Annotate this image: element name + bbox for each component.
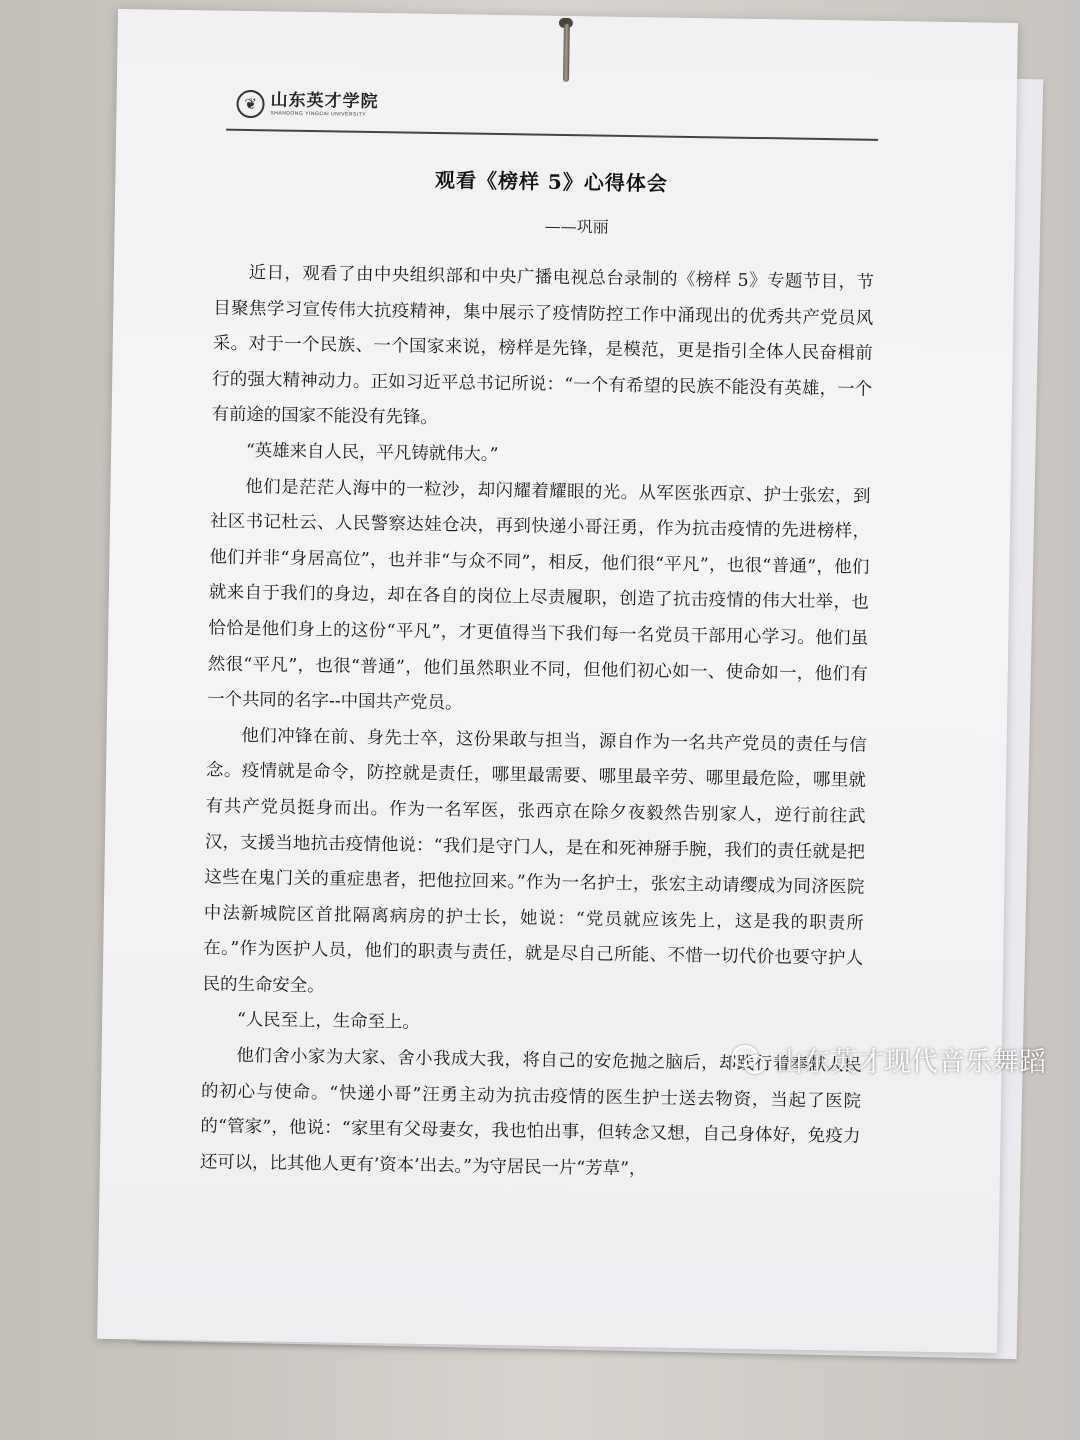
school-seal-icon: ❦ <box>236 90 264 118</box>
paragraph: 近日，观看了由中央组织部和中央广播电视总台录制的《榜样 5》专题节目，节目聚焦学习宣传伟大抗疫精神，集中展示了疫情防控工作中涌现出的优秀共产党员风采。对于一个民族、一个国家来说，榜样是先锋，是模范，更是指引全体人民奋楫前行的强大精神动力。正如习近平总书记所说：“一个有希望的民族不能没有英雄，一个有前途的国家不能没有先锋。 <box>211 263 875 429</box>
paragraph: 他们冲锋在前、身先士卒，这份果敢与担当，源自作为一名共产党员的责任与信念。疫情就是命令，防控就是责任，哪里最需要、哪里最辛劳、哪里最危险，哪里就有共产党员挺身而出。作为一名军医，张西京在除夕夜毅然告别家人，逆行前往武汉，支援当地抗击疫情他说：“我们是守门人，是在和死神掰手腕，我们的责任就是把这些在鬼门关的重症患者，把他拉回来。”作为一名护士，张宏主动请缨成为同济医院中法新城院区首批隔离病房的护士长，她说：“党员就应该先上，这是我的职责所在。”作为医护人员，他们的职责与责任，就是尽自己所能、不惜一切代价也要守护人民的生命安全。 <box>202 725 867 997</box>
pin <box>563 24 570 82</box>
document-author: ——巩丽 <box>544 216 609 237</box>
wechat-watermark <box>732 1040 1046 1079</box>
school-name-en: SHANDONG YINGCAI UNIVERSITY <box>270 110 367 118</box>
paragraph: “人民至上，生命至上。 <box>236 1010 420 1034</box>
school-logo <box>236 87 379 123</box>
document-title: 观看《榜样 5》心得体会 <box>434 167 669 196</box>
wechat-icon <box>732 1045 766 1075</box>
logo-text <box>270 92 378 118</box>
school-name-cn: 山东英才学院 <box>270 90 379 113</box>
paragraph: “英雄来自人民，平凡铸就伟大。” <box>245 440 499 465</box>
header-rule <box>226 129 878 141</box>
watermark-text: 山东英才现代音乐舞蹈 <box>776 1047 1046 1078</box>
paragraph: 他们是茫茫人海中的一粒沙，却闪耀着耀眼的光。从军医张西京、护士张宏，到社区书记杜云、人民警察达娃仓决，再到快递小哥汪勇，作为抗击疫情的先进榜样，他们并非“身居高位”，也并非“与众不同”，相反，他们很“平凡”，也很“普通”，他们就来自于我们的身边，却在各自的岗位上尽责履职，创造了抗击疫情的伟大壮举，也恰恰是他们身上的这份“平凡”，才更值得当下我们每一名党员干部用心学习。他们虽然很“平凡”，也很“普通”，他们虽然职业不同，但他们初心如一、使命如一，他们有一个共同的名字--中国共产党员。 <box>207 476 871 714</box>
paragraph: 他们舍小家为大家、舍小我成大我，将自己的安危抛之脑后，却践行着奉献人民的初心与使命。“快递小哥”汪勇主动为抗击疫情的医生护士送去物资，当起了医院的“管家”，他说：“家里有父母妻女，我也怕出事，但转念又想，自己身体好，免疫力还可以，比其他人更有’资本’出去。”为守居民一片“芳草”， <box>199 1045 862 1180</box>
document-page <box>97 9 1018 1353</box>
